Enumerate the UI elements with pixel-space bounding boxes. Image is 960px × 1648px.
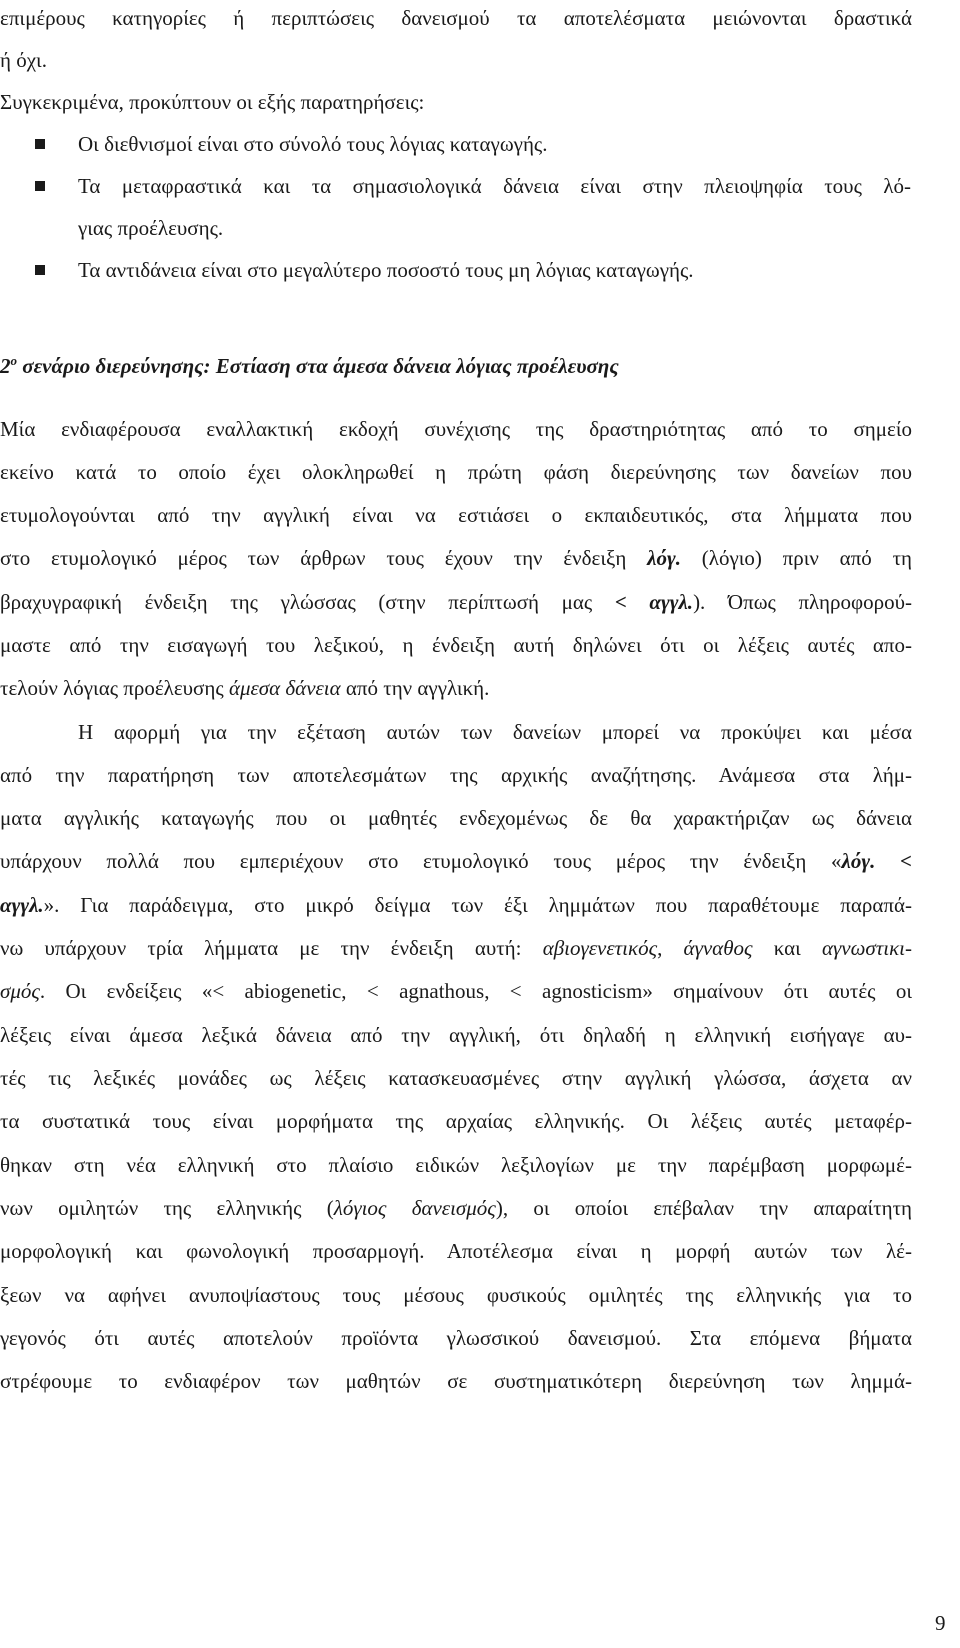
text-line: θηκαν στη νέα ελληνική στο πλαίσιο ειδικών λεξιλογίων με την παρέμβαση μορφωμέ-: [0, 1153, 912, 1177]
bullet-item: Τα αντιδάνεια είναι στο μεγαλύτερο ποσοστό τους μη λόγιας καταγωγής.: [78, 258, 694, 282]
text-line: λέξεις είναι άμεσα λεξικά δάνεια από την αγγλική, ότι δηλαδή η ελληνική εισήγαγε αυ-: [0, 1023, 912, 1047]
text-line: μαστε από την εισαγωγή του λεξικού, η ένδειξη αυτή δηλώνει ότι οι λέξεις αυτές απο-: [0, 633, 912, 657]
text-line: από την παρατήρηση των αποτελεσμάτων της αρχικής αναζήτησης. Ανάμεσα στα λήμ-: [0, 763, 912, 787]
text-line: Συγκεκριμένα, προκύπτουν οι εξής παρατηρήσεις:: [0, 90, 425, 114]
text-line: ή όχι.: [0, 48, 47, 72]
bullet-icon: [35, 181, 45, 191]
text-line: γεγονός ότι αυτές αποτελούν προϊόντα γλωσσικού δανεισμού. Στα επόμενα βήματα: [0, 1326, 912, 1350]
text-line: επιμέρους κατηγορίες ή περιπτώσεις δανεισμού τα αποτελέσματα μειώνονται δραστικά: [0, 6, 912, 30]
text-line: εκείνο κατά το οποίο έχει ολοκληρωθεί η πρώτη φάση διερεύνησης των δανείων που: [0, 460, 912, 484]
bullet-item: Οι διεθνισμοί είναι στο σύνολό τους λόγιας καταγωγής.: [78, 132, 548, 156]
text-line: σμός. Οι ενδείξεις «< abiogenetic, < agnathous, < agnosticism» σημαίνουν ότι αυτές οι: [0, 979, 912, 1003]
text-line: νων ομιλητών της ελληνικής (λόγιος δανεισμός), οι οποίοι επέβαλαν την απαραίτητη: [0, 1196, 913, 1220]
text-line: Μία ενδιαφέρουσα εναλλακτική εκδοχή συνέχισης της δραστηριότητας από το σημείο: [0, 417, 912, 441]
bullet-icon: [35, 265, 45, 275]
text-line: μορφολογική και φωνολογική προσαρμογή. Αποτέλεσμα είναι η μορφή αυτών των λέ-: [0, 1239, 912, 1263]
text-line: τα συστατικά τους είναι μορφήματα της αρχαίας ελληνικής. Οι λέξεις αυτές μεταφέρ-: [0, 1109, 912, 1133]
text-line: αγγλ.». Για παράδειγμα, στο μικρό δείγμα των έξι λημμάτων που παραθέτουμε παραπά-: [0, 893, 912, 917]
bullet-item-continuation: γιας προέλευσης.: [78, 216, 224, 240]
bullet-item: Τα μεταφραστικά και τα σημασιολογικά δάνεια είναι στην πλειοψηφία τους λό-: [78, 174, 911, 198]
text-line: ξεων να αφήνει ανυποψίαστους τους μέσους φυσικούς ομιλητές της ελληνικής για το: [0, 1283, 912, 1307]
text-line: στρέφουμε το ενδιαφέρον των μαθητών σε συστηματικότερη διερεύνηση των λημμά-: [0, 1369, 912, 1393]
text-line: στο ετυμολογικό μέρος των άρθρων τους έχουν την ένδειξη λόγ. (λόγιο) πριν από τη: [0, 546, 913, 570]
section-heading: $2^o$ σενάριο διερεύνησης: Εστίαση στα άμεσα δάνεια λόγιας προέλευσης: [0, 353, 619, 378]
text-line: τές τις λεξικές μονάδες ως λέξεις κατασκευασμένες στην αγγλική γλώσσα, άσχετα αν: [0, 1066, 912, 1090]
text-line: νω υπάρχουν τρία λήμματα με την ένδειξη αυτή: αβιογενετικός, άγναθος και αγνωστικι-: [0, 936, 913, 960]
text-line: υπάρχουν πολλά που εμπεριέχουν στο ετυμολογικό τους μέρος την ένδειξη «λόγ. <: [0, 849, 912, 873]
text-line: τελούν λόγιας προέλευσης άμεσα δάνεια από την αγγλική.: [0, 676, 490, 700]
text-line: ματα αγγλικής καταγωγής που οι μαθητές ενδεχομένως δε θα χαρακτήριζαν ως δάνεια: [0, 806, 912, 830]
text-line: βραχυγραφική ένδειξη της γλώσσας (στην περίπτωσή μας < αγγλ.). Όπως πληροφορού-: [0, 590, 912, 614]
text-line: Η αφορμή για την εξέταση αυτών των δανείων μπορεί να προκύψει και μέσα: [78, 720, 912, 744]
text-line: ετυμολογούνται από την αγγλική είναι να εστιάσει ο εκπαιδευτικός, στα λήμματα που: [0, 503, 912, 527]
bullet-icon: [35, 139, 45, 149]
page-number: 9: [935, 1611, 946, 1635]
